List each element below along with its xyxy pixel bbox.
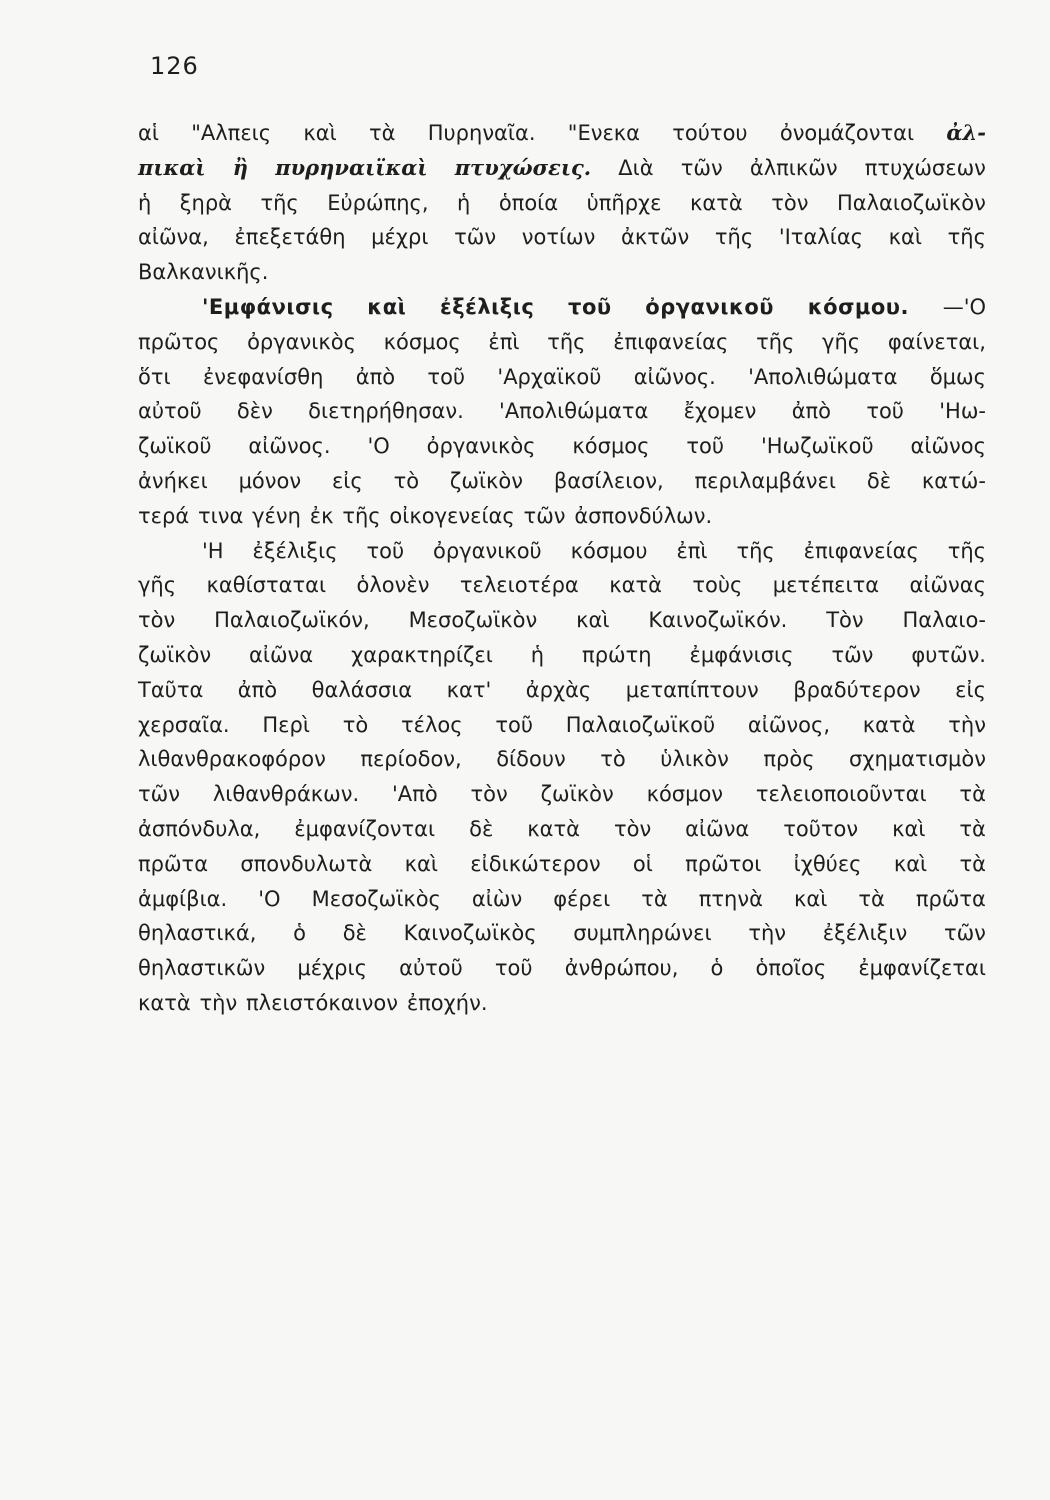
word: πυρηναιϊκαὶ: [275, 154, 428, 180]
word: μόνον: [238, 468, 302, 493]
word: λιθανθράκων.: [212, 782, 360, 807]
word: γῆς: [822, 329, 861, 354]
word: καθίσταται: [206, 573, 327, 598]
text-line: [138, 847, 986, 882]
word: ἐπεξετάθη: [234, 225, 346, 250]
word: ξηρὰ: [179, 190, 232, 215]
word: εἰς: [331, 468, 363, 493]
word: ἀπὸ: [791, 399, 832, 424]
word: λιθανθρακοφόρον: [138, 747, 326, 772]
word: κόσμου: [570, 538, 648, 563]
word: ἐξέλιξις: [440, 294, 535, 319]
word: τὸν: [613, 816, 652, 841]
word: βραδύτερον: [793, 677, 921, 702]
word: 'Ηωζωϊκοῦ: [760, 434, 874, 459]
word: τὴν: [748, 921, 787, 946]
word: ἀμφίβια.: [138, 886, 228, 911]
word: Ταῦτα: [138, 677, 204, 702]
word: καὶ: [367, 294, 407, 319]
word: τὸν: [138, 608, 176, 633]
text-line: [138, 708, 986, 743]
word: ἐκ: [309, 503, 334, 528]
word: ζωϊκὸν: [138, 642, 212, 667]
word: τῶν: [523, 503, 566, 528]
word: τοῦ: [866, 399, 904, 424]
word: τῶν: [454, 225, 497, 250]
word: σπονδυλωτὰ: [240, 851, 373, 876]
word: κατὰ: [690, 190, 743, 215]
word: 'Η: [202, 538, 224, 563]
word: χαρακτηρίζει: [351, 642, 493, 667]
word: τοὺς: [692, 573, 743, 598]
word: ἐνεφανίσθη: [202, 364, 324, 389]
word: καὶ: [793, 886, 828, 911]
word: αἰῶνα: [685, 816, 750, 841]
text-line: [138, 916, 986, 951]
word: ὁ: [293, 921, 306, 946]
word: γένη: [252, 503, 301, 528]
word: ζωϊκοῦ: [138, 434, 212, 459]
body-text: [138, 116, 986, 1021]
word: καὶ: [893, 851, 928, 876]
word: κόσμος: [572, 434, 650, 459]
word: τοῦ: [686, 434, 725, 459]
word: ὅμως: [929, 364, 986, 389]
word: τῶν: [831, 642, 874, 667]
word: τῆς: [947, 538, 986, 563]
word: τοῦ: [427, 364, 466, 389]
word: δίδουν: [496, 747, 566, 772]
word: 'Απολιθώματα: [748, 364, 898, 389]
word: ὀργανικοῦ: [645, 294, 774, 319]
word: τὰ: [959, 851, 986, 876]
word: τὰ: [959, 782, 986, 807]
text-line: [138, 116, 986, 151]
word: ἢ: [232, 154, 249, 180]
word: ἀνθρώπου,: [564, 956, 679, 981]
word: 'Εμφάνισις: [202, 294, 334, 319]
word: οἰκογενείας: [389, 503, 515, 528]
word: τοῦ: [494, 956, 533, 981]
word: Τὸν: [826, 608, 864, 633]
word: ἀλ-: [946, 120, 986, 145]
word: τὸν: [470, 782, 508, 807]
word: ἀπὸ: [237, 677, 278, 702]
word: —'Ο: [942, 294, 986, 319]
text-line: [138, 777, 986, 812]
word: ἀσπονδύλων.: [574, 503, 713, 528]
word: περιλαμβάνει: [694, 468, 836, 493]
text-line: [138, 255, 986, 290]
word: διετηρήθησαν.: [308, 399, 464, 424]
word: 'Απὸ: [392, 782, 438, 807]
text-line: [138, 151, 986, 186]
word: αἱ: [138, 121, 159, 145]
word: τῆς: [260, 190, 299, 215]
word: δὲ: [342, 921, 367, 946]
word: ἐπὶ: [676, 538, 708, 563]
word: πτυχώσεων: [864, 155, 986, 180]
word: ὀργανικὸς: [426, 434, 536, 459]
word: κατ': [446, 677, 492, 702]
word: πτυχώσεις.: [454, 154, 592, 180]
word: τὸ: [342, 712, 369, 737]
word: θηλαστικῶν: [138, 956, 266, 981]
word: τὰ: [641, 886, 668, 911]
word: Παλαιοζωϊκὸν: [836, 190, 986, 215]
word: Παλαιοζωϊκοῦ: [565, 712, 716, 737]
word: ἡ: [530, 642, 545, 667]
word: φυτῶν.: [911, 642, 986, 667]
text-line: [138, 325, 986, 360]
word: τῶν: [680, 155, 723, 180]
word: φαίνεται,: [887, 329, 986, 354]
word: ὁ: [710, 956, 724, 981]
word: ἔχομεν: [683, 399, 757, 424]
text-line: [138, 882, 986, 917]
word: ἀσπόνδυλα,: [138, 816, 261, 841]
word: τὴν: [948, 712, 986, 737]
word: 'Ηω-: [939, 399, 986, 424]
word: Μεσοζωϊκὸς: [311, 886, 441, 911]
word: κόσμος: [383, 329, 461, 354]
word: μέχρι: [371, 225, 429, 250]
word: ἡ: [138, 190, 152, 215]
word: αἰὼν: [471, 886, 523, 911]
word: αἰῶνα,: [138, 225, 209, 250]
text-line: [138, 812, 986, 847]
word: τὰ: [368, 121, 396, 145]
word: περίοδον,: [360, 747, 462, 772]
word: ὀνομάζονται: [779, 121, 915, 145]
word: κόσμου.: [807, 294, 909, 319]
word: ἀλπικῶν: [749, 155, 838, 180]
word: αἰῶνος.: [248, 434, 331, 459]
text-line: [138, 986, 986, 1021]
word: 'Απολιθώματα: [499, 399, 649, 424]
word: πικαὶ: [138, 154, 206, 180]
word: ὅτι: [138, 364, 171, 389]
word: Καινοζωϊκόν.: [648, 608, 788, 633]
word: ὁποῖος: [755, 956, 827, 981]
word: Πυρηναῖα.: [427, 121, 536, 145]
text-line: [138, 186, 986, 221]
word: Βαλκανικῆς.: [138, 260, 269, 285]
word: οἱ: [632, 851, 653, 876]
word: τὰ: [858, 886, 885, 911]
word: Εὐρώπης,: [327, 190, 429, 215]
word: τινα: [197, 503, 244, 528]
word: θηλαστικά,: [138, 921, 257, 946]
word: πρῶτα: [138, 851, 209, 876]
word: τελειοτέρα: [459, 573, 579, 598]
word: ἐξέλιξιν: [822, 921, 908, 946]
word: τῶν: [943, 921, 986, 946]
word: μετέπειτα: [772, 573, 880, 598]
word: τερά: [138, 503, 190, 528]
word: φέρει: [553, 886, 611, 911]
word: κατώ-: [921, 468, 986, 493]
word: κατὰ: [609, 573, 662, 598]
word: μεταπίπτουν: [625, 677, 759, 702]
word: τὴν: [199, 990, 238, 1015]
word: ὀργανικὸς: [247, 329, 356, 354]
text-line: [138, 534, 986, 569]
word: πρώτη: [582, 642, 652, 667]
word: τέλος: [400, 712, 463, 737]
word: τὰ: [959, 816, 986, 841]
word: ἐποχήν.: [406, 990, 488, 1015]
text-line: [138, 742, 986, 777]
word: νοτίων: [521, 225, 596, 250]
text-line: [138, 290, 986, 325]
page-number: 126: [150, 52, 199, 80]
word: καὶ: [404, 851, 438, 876]
word: κατὰ: [862, 712, 916, 737]
text-line: [138, 429, 986, 464]
word: ἡ: [457, 190, 471, 215]
word: τῆς: [947, 225, 986, 250]
word: τὸ: [600, 747, 626, 772]
word: αἰῶνας: [909, 573, 986, 598]
word: γῆς: [138, 573, 177, 598]
word: ἐξέλιξις: [252, 538, 338, 563]
word: πλειστόκαινον: [246, 990, 398, 1015]
word: ἐμφάνισις: [689, 642, 794, 667]
text-line: [138, 394, 986, 429]
word: τῆς: [756, 329, 795, 354]
word: δὲ: [866, 468, 892, 493]
word: "Αλπεις: [191, 121, 272, 145]
text-line: [138, 673, 986, 708]
word: ἀκτῶν: [621, 225, 690, 250]
word: καὶ: [576, 608, 610, 633]
word: τοῦτον: [783, 816, 859, 841]
word: ὁλονὲν: [356, 573, 430, 598]
word: ὁποία: [498, 190, 559, 215]
word: Καινοζωϊκὸς: [403, 921, 537, 946]
word: κατὰ: [527, 816, 580, 841]
word: εἰδικώτερον: [470, 851, 601, 876]
word: αἰῶνος: [910, 434, 986, 459]
word: 'Ιταλίας: [778, 225, 863, 250]
word: καὶ: [892, 816, 926, 841]
word: τὸν: [771, 190, 809, 215]
word: ὀργανικοῦ: [433, 538, 542, 563]
word: πρῶτος: [138, 329, 220, 354]
word: βασίλειον,: [553, 468, 664, 493]
word: ζωϊκὸν: [540, 782, 614, 807]
text-line: [138, 568, 986, 603]
word: κόσμον: [646, 782, 724, 807]
word: ἐπιφανείας: [613, 329, 729, 354]
word: ἀνήκει: [138, 468, 208, 493]
word: τελειοποιοῦνται: [755, 782, 927, 807]
word: ὑλικὸν: [660, 747, 729, 772]
word: ἐμφανίζεται: [858, 956, 986, 981]
word: θαλάσσια: [311, 677, 413, 702]
word: ἰχθύες: [793, 851, 862, 876]
word: τοῦ: [366, 538, 405, 563]
word: δὲν: [236, 399, 273, 424]
word: χερσαῖα.: [138, 712, 230, 737]
word: τοῦ: [568, 294, 612, 319]
text-line: [138, 220, 986, 255]
text-line: [138, 951, 986, 986]
word: μέχρις: [297, 956, 367, 981]
word: πτηνὰ: [698, 886, 763, 911]
word: Παλαιο-: [902, 608, 986, 633]
text-line: [138, 464, 986, 499]
word: τῶν: [138, 782, 180, 807]
word: αὐτοῦ: [138, 399, 202, 424]
word: πρὸς: [763, 747, 815, 772]
word: εἰς: [955, 677, 986, 702]
word: "Ενεκα: [567, 121, 641, 145]
word: αἰῶνος,: [747, 712, 831, 737]
word: ἐπιφανείας: [803, 538, 919, 563]
word: σχηματισμὸν: [849, 747, 986, 772]
word: ἀρχὰς: [525, 677, 592, 702]
word: πρῶτοι: [685, 851, 762, 876]
word: συμπληρώνει: [573, 921, 712, 946]
word: Παλαιοζωϊκόν,: [214, 608, 370, 633]
word: Περὶ: [262, 712, 310, 737]
word: αἰῶνος.: [633, 364, 716, 389]
word: τῆς: [342, 503, 381, 528]
word: αἰῶνα: [249, 642, 314, 667]
word: ὑπῆρχε: [586, 190, 662, 215]
word: τούτου: [672, 121, 748, 145]
word: ζωϊκὸν: [449, 468, 523, 493]
text-line: [138, 638, 986, 673]
word: τῆς: [547, 329, 586, 354]
word: ἐμφανίζονται: [294, 816, 436, 841]
text-line: [138, 603, 986, 638]
word: καὶ: [888, 225, 922, 250]
word: τοῦ: [495, 712, 533, 737]
word: Μεσοζωϊκὸν: [408, 608, 538, 633]
word: 'Ο: [367, 434, 390, 459]
word: τὸ: [393, 468, 420, 493]
word: ἀπὸ: [355, 364, 396, 389]
word: 'Αρχαϊκοῦ: [497, 364, 602, 389]
word: τῆς: [736, 538, 775, 563]
word: ἐπὶ: [488, 329, 520, 354]
text-line: [138, 499, 986, 534]
word: Διὰ: [618, 155, 654, 180]
word: κατὰ: [138, 990, 191, 1015]
word: τῆς: [714, 225, 754, 250]
word: καὶ: [303, 121, 337, 145]
word: 'Ο: [258, 886, 281, 911]
word: πρῶτα: [915, 886, 986, 911]
text-line: [138, 360, 986, 395]
word: δὲ: [469, 816, 494, 841]
word: αὐτοῦ: [399, 956, 463, 981]
